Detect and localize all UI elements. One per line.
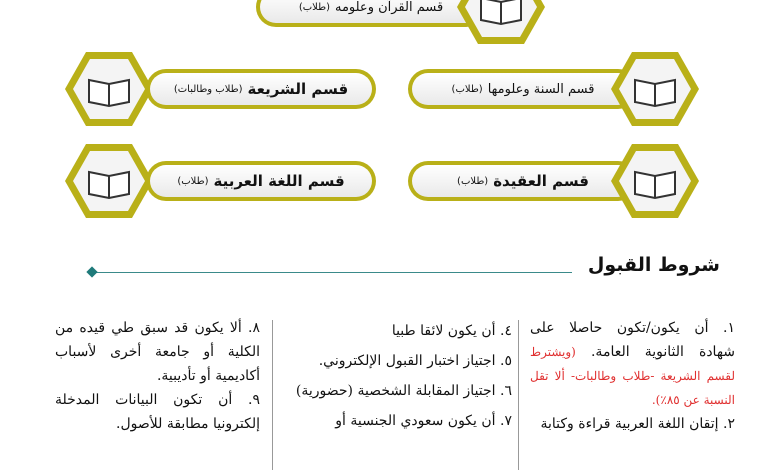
dept-aqeedah-sub: (طلاب) [457,175,489,187]
column-separator [518,320,519,470]
dept-arabic-sub: (طلاب) [177,175,209,187]
dept-aqeedah[interactable] [408,140,708,222]
dept-sunnah[interactable] [408,48,708,130]
condition-7: ٧. أن يكون سعودي الجنسية أو [335,413,512,429]
dept-sunnah-name: قسم السنة وعلومها [487,81,595,97]
dept-sharia[interactable] [64,48,384,130]
column-separator [272,320,273,470]
conditions-col-left [55,316,260,436]
book-icon [456,0,546,46]
condition-1 [530,316,735,412]
dept-aqeedah-name: قسم العقيدة [493,172,589,190]
dept-sunnah-sub: (طلاب) [451,83,483,95]
dept-arabic-name: قسم اللغة العربية [213,172,345,190]
condition-6: ٦. اجتياز المقابلة الشخصية (حضورية) [295,383,512,399]
heading-divider [96,272,572,273]
condition-8: ٨. ألا يكون قد سبق طي قيده من الكلية أو جامعة أخرى لأسباب أكاديمية أو تأديبية. [55,320,260,384]
dept-quran-sub: (طلاب) [298,1,330,13]
conditions-col-right [530,316,735,436]
condition-1-main: ١. أن يكون/تكون حاصلا على شهادة الثانوية العامة. [530,320,736,360]
book-icon [64,50,154,128]
divider-diamond [86,266,97,277]
dept-quran-name: قسم القرآن وعلومه [334,0,444,15]
dept-sharia-name: قسم الشريعة [247,80,349,98]
conditions-col-middle [282,316,512,436]
book-icon [610,142,700,220]
condition-1-note: (ويشترط لقسم الشريعة -طلاب وطالبات- ألا تقل النسبة عن ٨٥٪). [530,345,735,407]
condition-2: ٢. إتقان اللغة العربية قراءة وكتابة [540,416,735,432]
book-icon [64,142,154,220]
section-heading: شروط القبول [587,254,720,276]
dept-arabic[interactable] [64,140,384,222]
book-icon [610,50,700,128]
condition-4: ٤. أن يكون لائقا طبيا [391,323,512,339]
condition-5: ٥. اجتياز اختبار القبول الإلكتروني. [318,353,512,369]
condition-9: ٩. أن تكون البيانات المدخلة إلكترونيا مطابقة للأصول. [55,392,260,432]
dept-sharia-sub: (طلاب وطالبات) [173,83,243,95]
